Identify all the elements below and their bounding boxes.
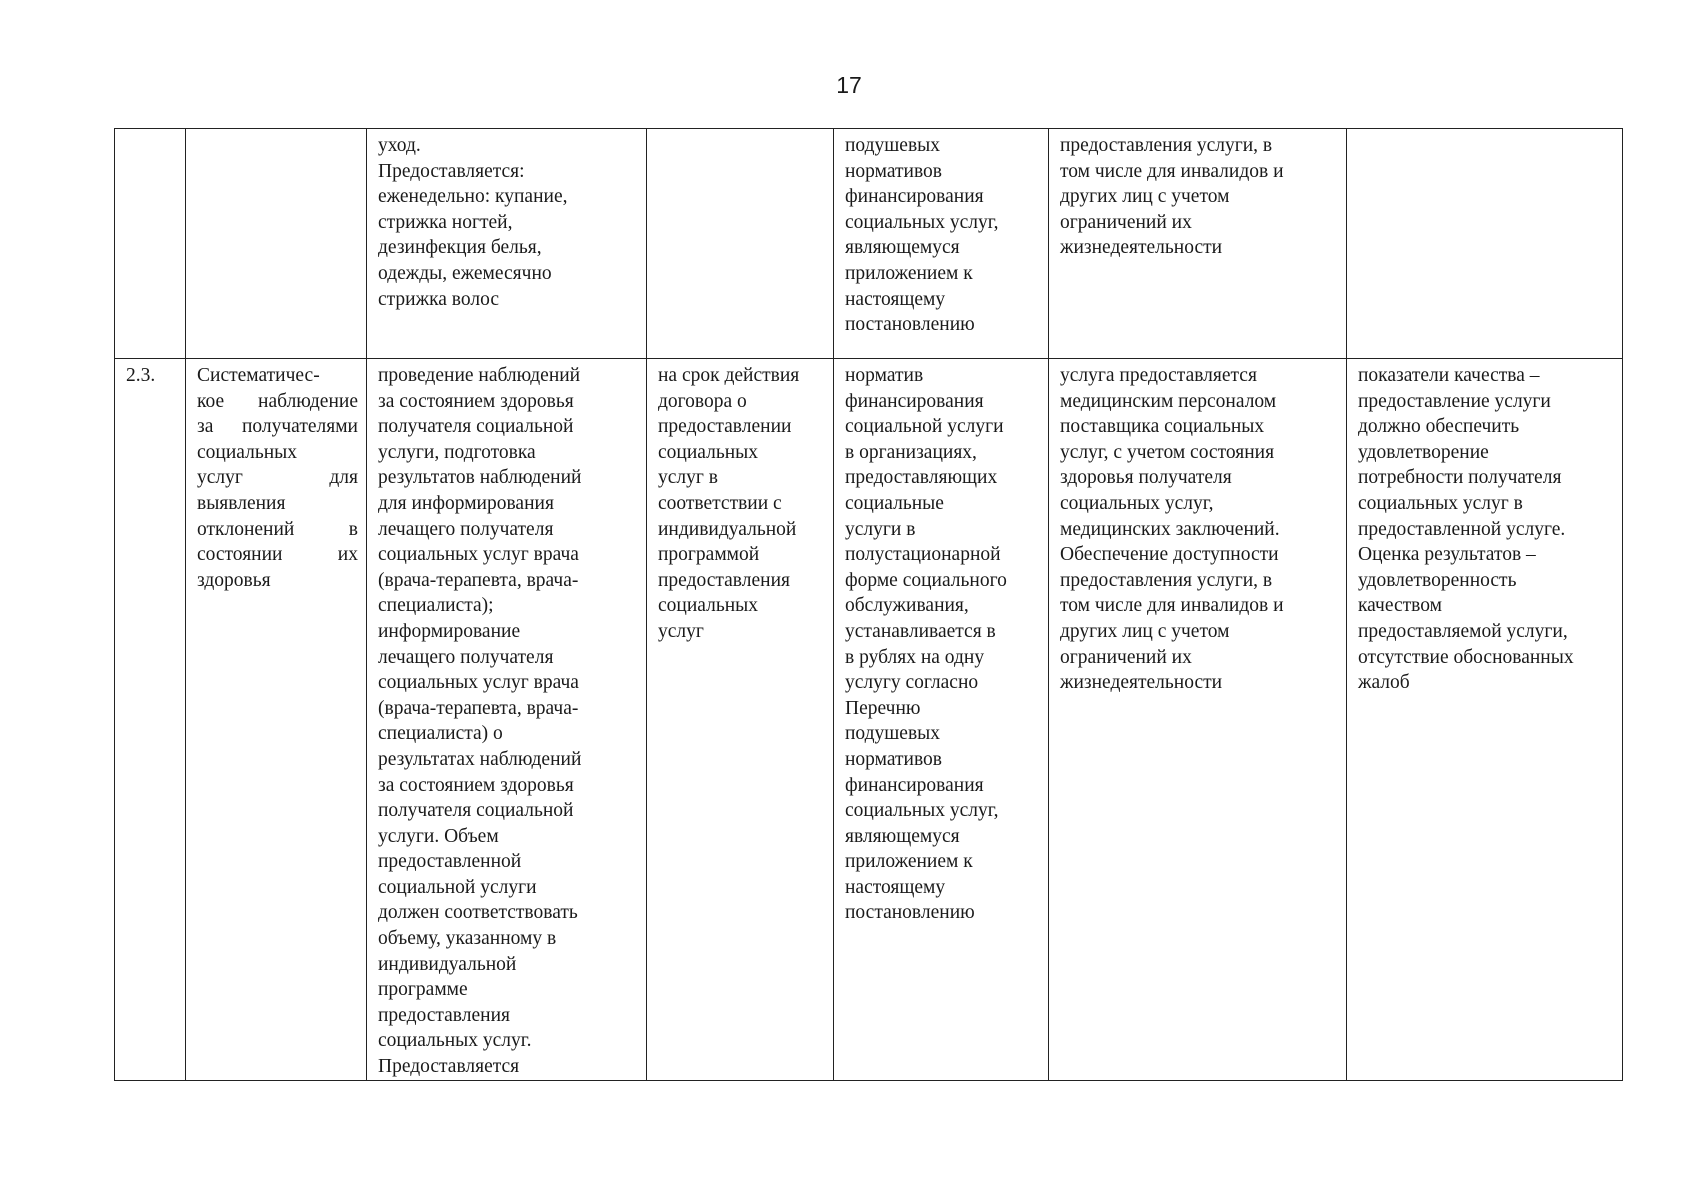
cell-financing-normative: подушевых нормативов финансирования социальных услуг, являющемуся приложением к настоящему постановлению xyxy=(834,129,1049,359)
cell-number: 2.3. xyxy=(115,359,186,1081)
table-row-continued xyxy=(115,129,1623,359)
service-name-line: отклонений в xyxy=(197,518,358,540)
cell-service-name xyxy=(186,359,367,1081)
cell-service-conditions: услуга предоставляется медицинским персоналом поставщика социальных услуг, с учетом состояния здоровья получателя социальных услуг, медицинских заключений. Обеспечение доступности предоставления услуги, в том числе для инвалидов и других лиц с учетом ограничений их жизнедеятельности xyxy=(1049,359,1347,1081)
service-name-line: социальных xyxy=(197,441,298,463)
cell-quality-indicators: показатели качества – предоставление услуги должно обеспечить удовлетворение потребности получателя социальных услуг в предоставленной услуге. Оценка результатов – удовлетворенность качеством предоставляемой услуги, отсутствие обоснованных жалоб xyxy=(1347,359,1623,1081)
cell-service-description: уход. Предоставляется: еженедельно: купание, стрижка ногтей, дезинфекция белья, одежды, ежемесячно стрижка волос xyxy=(367,129,647,359)
service-name-line: услуг для xyxy=(197,467,358,489)
cell-service-term: на срок действия договора о предоставлении социальных услуг в соответствии с индивидуальной программой предоставления социальных услуг xyxy=(647,359,834,1081)
service-name-line: состоянии их xyxy=(197,544,358,566)
page-number: 17 xyxy=(836,72,862,98)
cell-service-term xyxy=(647,129,834,359)
cell-service-conditions: предоставления услуги, в том числе для инвалидов и других лиц с учетом ограничений их жизнедеятельности xyxy=(1049,129,1347,359)
cell-service-name xyxy=(186,129,367,359)
service-name-line: за получателями xyxy=(197,416,358,438)
cell-quality-indicators xyxy=(1347,129,1623,359)
cell-financing-normative: норматив финансирования социальной услуги в организациях, предоставляющих социальные услуги в полустационарной форме социального обслуживания, устанавливается в в рублях на одну услугу согласно Перечню подушевых нормативов финансирования социальных услуг, являющемуся приложением к настоящему постановлению xyxy=(834,359,1049,1081)
service-name-line: здоровья xyxy=(197,569,271,591)
service-name-line: выявления xyxy=(197,492,286,514)
cell-service-description: проведение наблюдений за состоянием здоровья получателя социальной услуги, подготовка результатов наблюдений для информирования лечащего получателя социальных услуг врача (врача-терапевта, врача- специалиста); информирование лечащего получателя социальных услуг врача (врача-терапевта, врача- специалиста) о результатах наблюдений за состоянием здоровья получателя социальной услуги. Объем предоставленной социальной услуги должен соответствовать объему, указанному в индивидуальной программе предоставления социальных услуг. Предоставляется xyxy=(367,359,647,1081)
cell-number xyxy=(115,129,186,359)
table-row-2-3 xyxy=(115,359,1623,1081)
services-table xyxy=(114,128,1623,1081)
service-name-line: Систематичес- xyxy=(197,365,320,386)
service-name-line: кое наблюдение xyxy=(197,390,358,412)
